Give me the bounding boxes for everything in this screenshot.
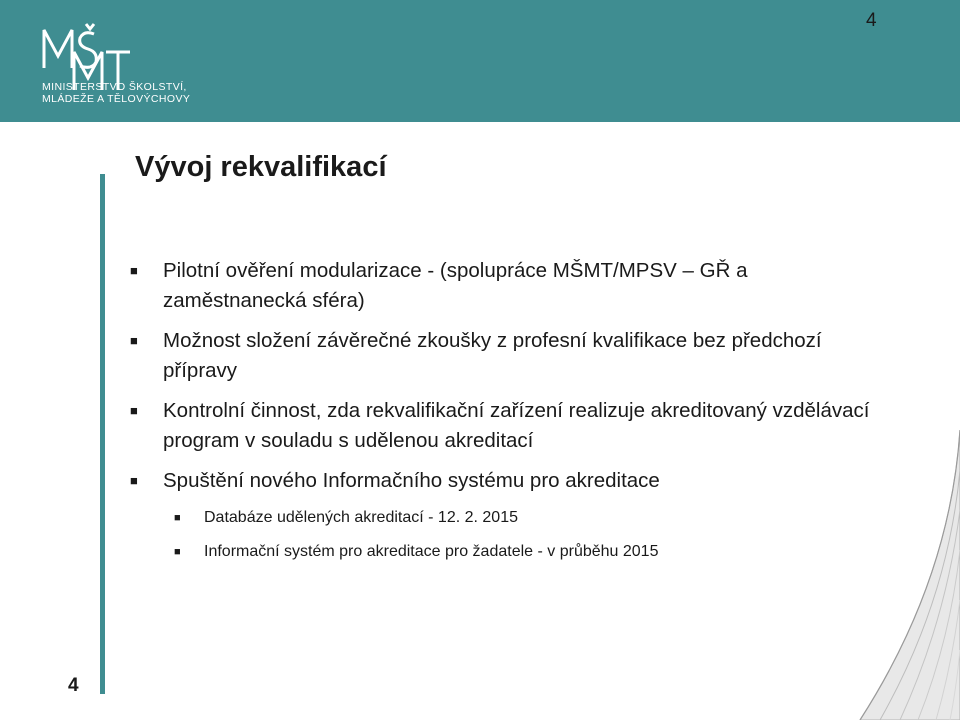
bullet-list: [130, 256, 870, 574]
sub-bullet-text: Informační systém pro akreditace pro žadatele - v průběhu 2015: [204, 543, 659, 560]
bullet-item: [130, 396, 870, 456]
square-bullet-icon: ■: [130, 263, 138, 278]
bullet-text: Možnost složení závěrečné zkoušky z profesní kvalifikace bez předchozí přípravy: [163, 329, 822, 382]
page-number-bottom: 4: [68, 675, 79, 696]
logo-text-line2: MLÁDEŽE A TĚLOVÝCHOVY: [42, 93, 191, 105]
slide-title: Vývoj rekvalifikací: [135, 151, 387, 183]
bullet-item: [130, 466, 870, 496]
sub-bullet-item: [130, 506, 870, 530]
square-bullet-icon: ■: [130, 403, 138, 418]
square-bullet-icon: ■: [130, 473, 138, 488]
square-bullet-icon: ■: [130, 333, 138, 348]
square-bullet-icon: ■: [174, 546, 181, 558]
square-bullet-icon: ■: [174, 512, 181, 524]
sub-bullet-text: Databáze udělených akreditací - 12. 2. 2015: [204, 509, 518, 526]
vertical-accent-bar: [100, 174, 105, 694]
header-band: [0, 0, 960, 122]
page-number-top: 4: [866, 10, 877, 31]
bullet-item: [130, 326, 870, 386]
sub-bullet-item: [130, 540, 870, 564]
page-curl-decoration: [800, 430, 960, 720]
bullet-item: [130, 256, 870, 316]
bullet-text: Pilotní ověření modularizace - (spolupráce MŠMT/MPSV – GŘ a zaměstnanecká sféra): [163, 259, 748, 312]
logo-text-line1: MINISTERSTVO ŠKOLSTVÍ,: [42, 81, 187, 93]
bullet-text: Kontrolní činnost, zda rekvalifikační zařízení realizuje akreditovaný vzdělávací program v souladu s udělenou akreditací: [163, 399, 870, 452]
bullet-text: Spuštění nového Informačního systému pro akreditace: [163, 469, 660, 492]
